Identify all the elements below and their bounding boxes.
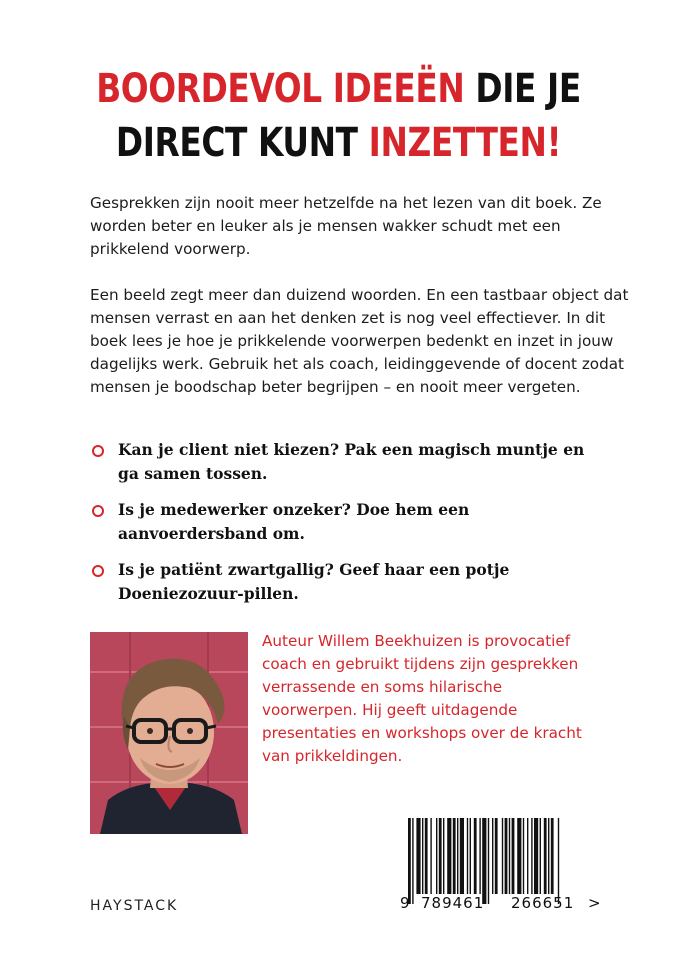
barcode-bar	[548, 818, 549, 894]
barcode-bar	[502, 818, 503, 894]
barcode-bar	[488, 818, 489, 904]
barcode-bar	[495, 818, 498, 894]
author-bio: Auteur Willem Beekhuizen is provocatief coach en gebruikt tijdens zijn gesprekken verrassende en soms hilarische voorwerpen. Hij geeft uitdagende presentaties en workshops over de kracht van prikkeldingen.	[262, 632, 582, 765]
barcode-group-1: 789461	[421, 894, 485, 912]
barcode-group-2: 266651	[511, 894, 575, 912]
headline-red-part-2: INZETTEN!	[368, 120, 562, 166]
barcode-bar	[509, 818, 510, 894]
barcode-bar	[558, 818, 559, 904]
circle-outline-icon	[92, 445, 104, 457]
barcode-bar	[527, 818, 528, 894]
barcode-bar	[422, 818, 423, 894]
author-portrait	[90, 632, 248, 834]
author-portrait-illustration	[90, 632, 248, 834]
barcode-bar	[436, 818, 437, 894]
barcode-bar	[523, 818, 524, 894]
barcode-bar	[447, 818, 451, 894]
barcode-bar	[505, 818, 508, 894]
barcode-bar	[467, 818, 468, 894]
barcode-bar	[443, 818, 444, 894]
barcode-bar	[460, 818, 464, 894]
barcode-bar	[470, 818, 471, 894]
barcode	[396, 806, 606, 938]
barcode-bar	[425, 818, 428, 894]
barcode-bar	[540, 818, 541, 894]
headline	[61, 62, 616, 170]
headline-black-part-2: DIRECT KUNT	[115, 120, 369, 166]
headline-black-part-1: DIE JE	[464, 66, 581, 112]
barcode-bar	[457, 818, 458, 894]
bullet-text: Is je patiënt zwartgallig? Geef haar een potje Doeniezozuur-pillen.	[118, 560, 510, 603]
circle-outline-icon	[92, 565, 104, 577]
publisher-logo: HAYSTACK	[90, 898, 179, 914]
barcode-bars	[408, 818, 618, 904]
barcode-bar	[412, 818, 413, 904]
barcode-bar	[551, 818, 554, 894]
barcode-bar	[408, 818, 411, 904]
headline-line-2	[61, 116, 616, 170]
barcode-bar	[517, 818, 521, 894]
barcode-bar	[531, 818, 532, 894]
barcode-bar	[479, 818, 480, 894]
barcode-bar	[453, 818, 456, 894]
barcode-bar	[430, 818, 431, 894]
headline-line-1	[61, 62, 616, 116]
barcode-bar	[416, 818, 420, 894]
barcode-bar	[544, 818, 547, 894]
barcode-bar	[474, 818, 477, 894]
barcode-bar	[482, 818, 486, 904]
headline-red-part-1: BOORDEVOL IDEEËN	[96, 66, 465, 112]
barcode-bar	[492, 818, 493, 894]
bullet-item	[90, 438, 590, 486]
bullet-list	[90, 438, 590, 618]
bullet-text: Is je medewerker onzeker? Doe hem een aanvoerdersband om.	[118, 500, 470, 543]
circle-outline-icon	[92, 505, 104, 517]
bullet-text: Kan je client niet kiezen? Pak een magisch muntje en ga samen tossen.	[118, 440, 585, 483]
intro-paragraph-1: Gesprekken zijn nooit meer hetzelfde na het lezen van dit boek. Ze worden beter en leuker als je mensen wakker schudt met een prikkelend voorwerp.	[90, 194, 602, 258]
bullet-item	[90, 498, 590, 546]
barcode-bar	[512, 818, 515, 894]
bullet-item	[90, 558, 590, 606]
barcode-bar	[534, 818, 538, 894]
barcode-suffix: >	[588, 894, 601, 912]
barcode-prefix-digit: 9	[400, 894, 410, 912]
barcode-bar	[439, 818, 442, 894]
intro-paragraph-2: Een beeld zegt meer dan duizend woorden. En een tastbaar object dat mensen verrast en aan het denken zet is nog veel effectiever. In dit boek lees je hoe je prikkelende voorwerpen bedenkt en inzet in jouw dagelijks werk. Gebruik het als coach, leidinggevende of docent zodat mensen je boodschap beter begrijpen – en nooit meer vergeten.	[90, 286, 629, 396]
